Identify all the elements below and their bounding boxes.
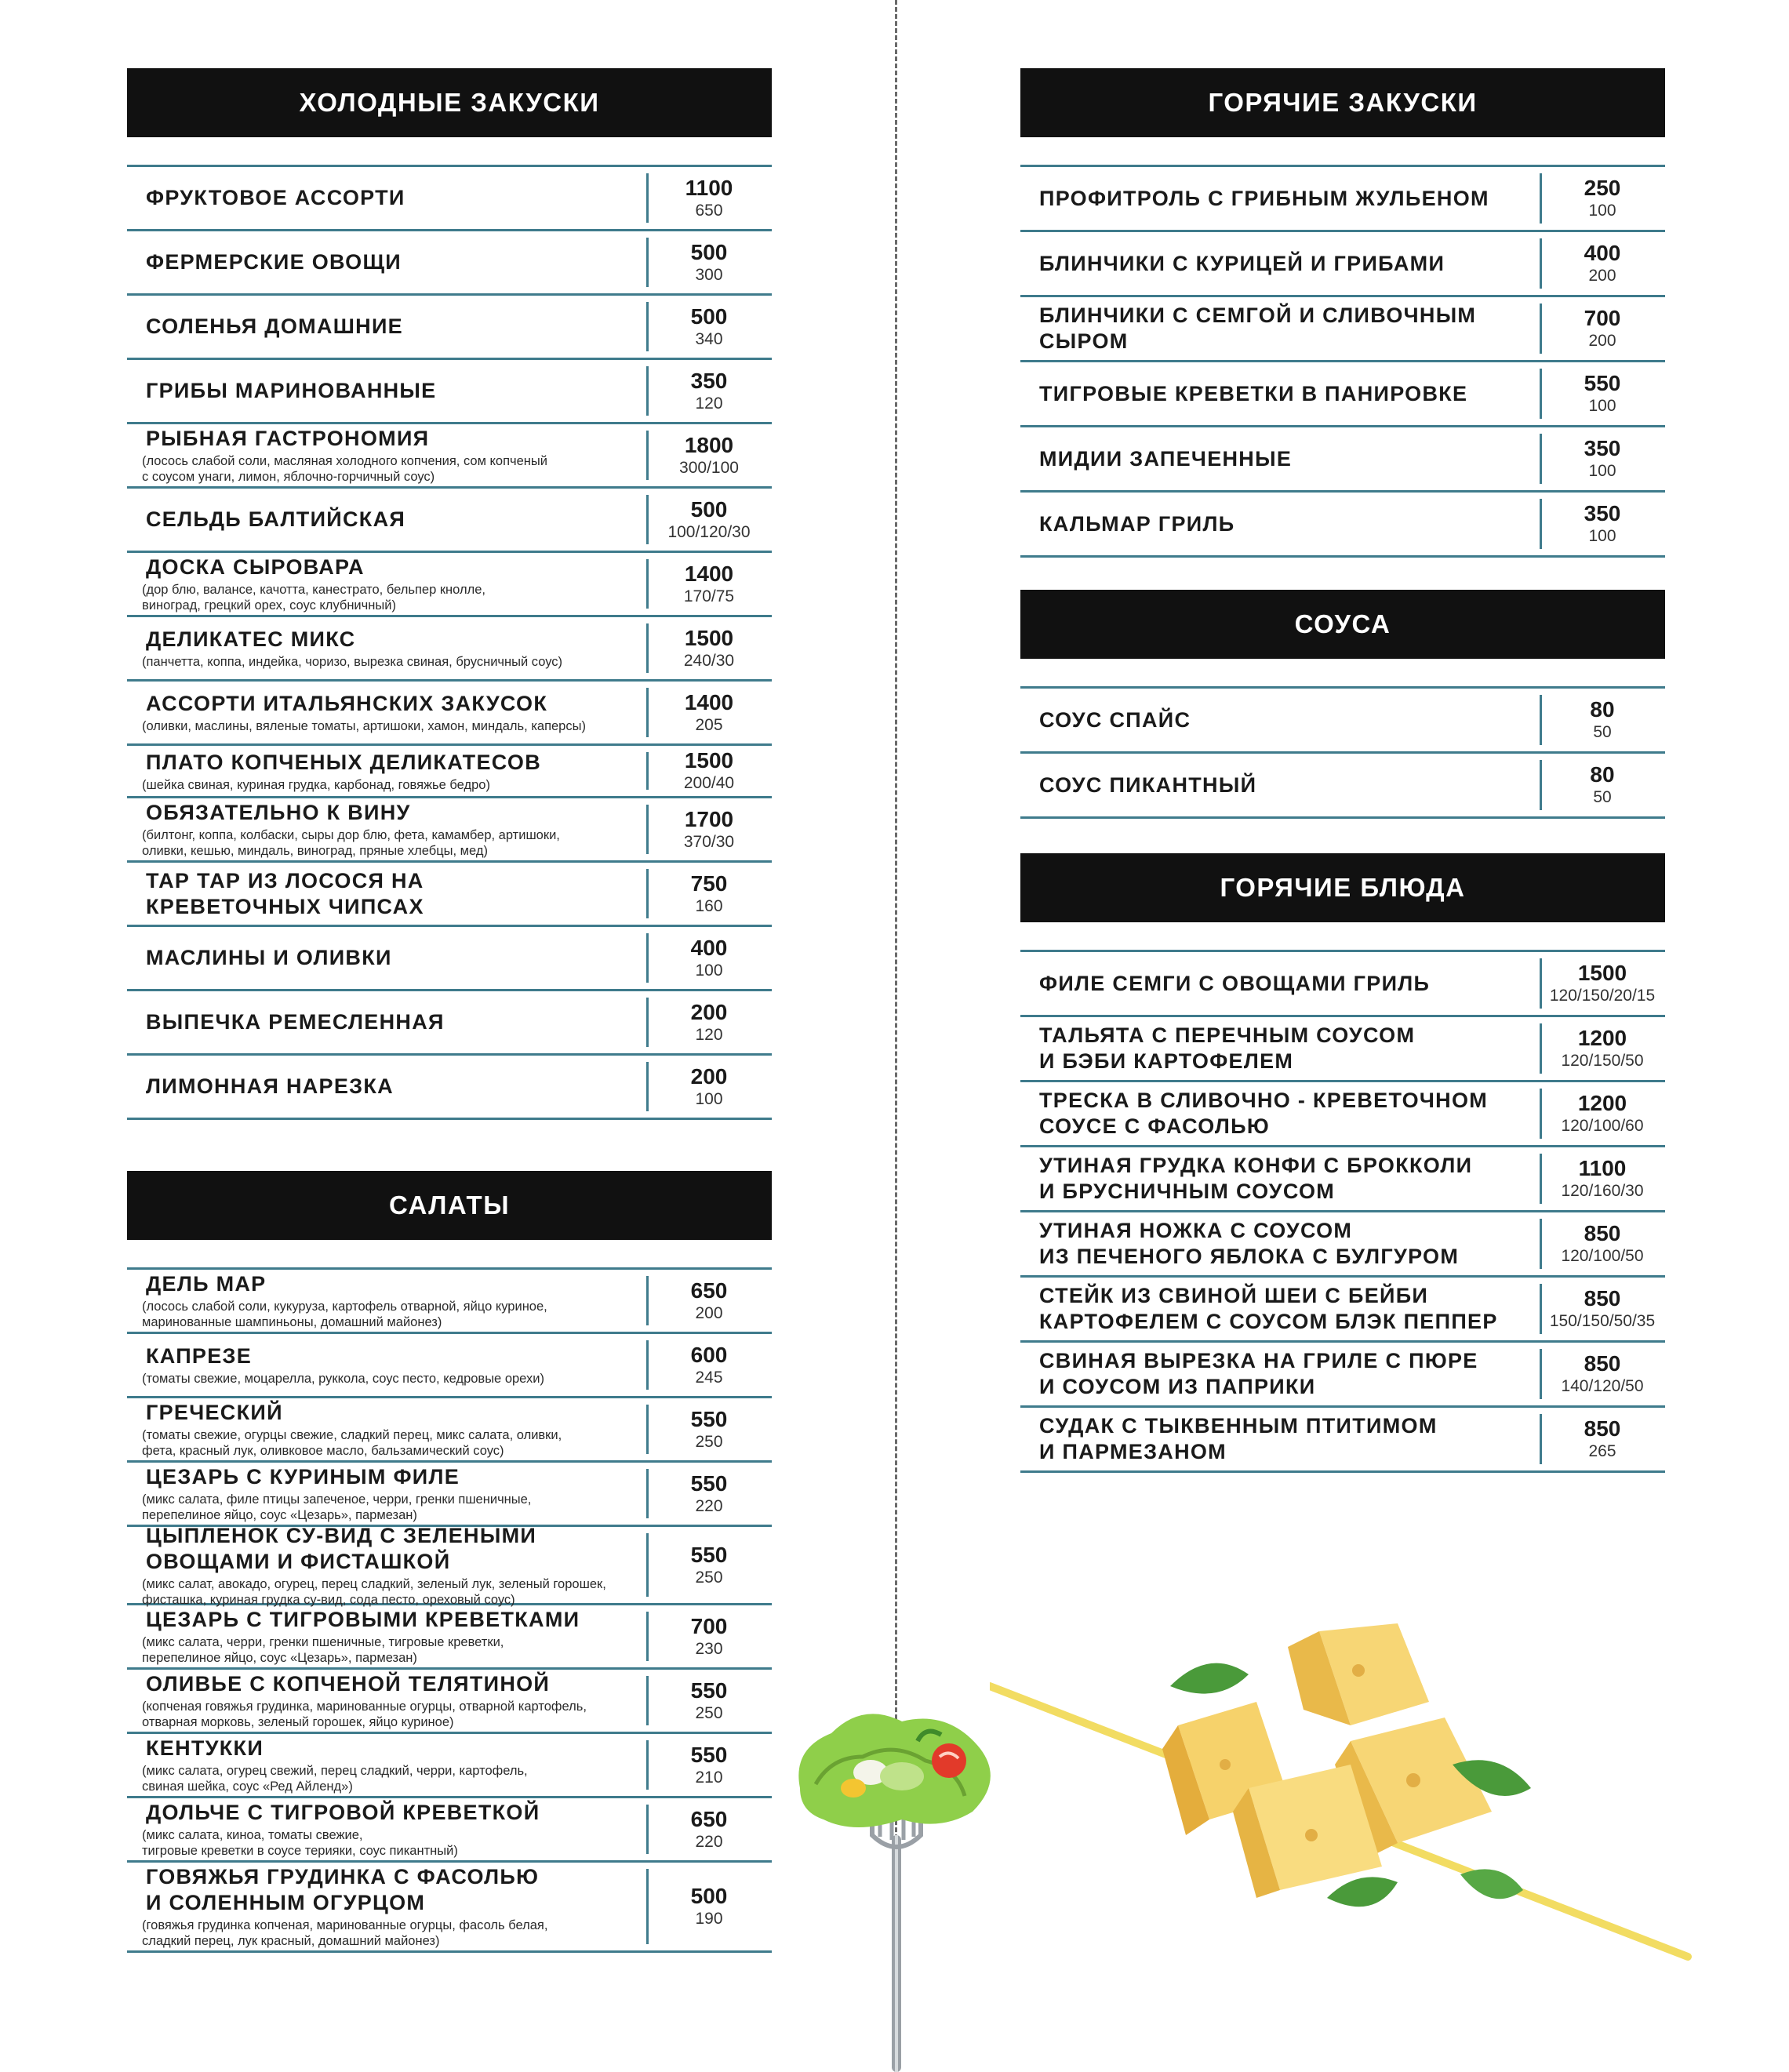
item-name: ВЫПЕЧКА РЕМЕСЛЕННАЯ [146,1010,445,1034]
item-weight: 100 [1588,397,1616,415]
item-price: 500 [690,304,728,329]
item-name: ГРИБЫ МАРИНОВАННЫЕ [146,379,437,402]
item-price-block [646,1527,772,1603]
item-name: КЕНТУККИ [146,1736,264,1760]
item-price: 80 [1590,762,1615,787]
salad-fork-illustration [784,1702,1012,2072]
item-weight: 160 [695,896,723,915]
menu-item [127,1463,772,1527]
item-price-block [1540,1278,1665,1340]
item-name: ГОВЯЖЬЯ ГРУДИНКА С ФАСОЛЬЮ И СОЛЕННЫМ ОГУРЦОМ [146,1865,540,1914]
item-price-block [646,1734,772,1796]
item-description: (копченая говяжья грудинка, маринованные огурцы, отварной картофель, отварная морковь, зеленый горошек, яйцо куриное) [142,1699,587,1729]
item-name: ЛИМОННАЯ НАРЕЗКА [146,1074,394,1098]
item-info [1020,1147,1540,1210]
item-weight: 230 [695,1639,723,1658]
item-weight: 120/160/30 [1561,1182,1644,1200]
item-info [1020,754,1540,816]
menu-item [127,231,772,296]
item-weight: 50 [1593,788,1612,806]
item-name: КАЛЬМАР ГРИЛЬ [1039,511,1235,536]
item-info [127,863,646,925]
item-price-block [646,991,772,1053]
item-description: (билтонг, коппа, колбаски, сыры дор блю, фета, камамбер, артишоки, оливки, кешью, миндаль, виноград, пряные хлебцы, мед) [142,828,560,858]
menu-item [127,927,772,991]
item-price: 1200 [1577,1091,1627,1115]
item-price-block [646,424,772,486]
item-info [1020,493,1540,555]
item-price: 850 [1584,1351,1621,1376]
item-price-block [1540,167,1665,230]
item-price: 200 [690,999,728,1024]
item-price: 550 [690,1678,728,1703]
item-weight: 265 [1588,1442,1616,1460]
item-info [127,231,646,293]
item-info [127,1463,646,1525]
item-info [127,1798,646,1860]
item-weight: 250 [695,1703,723,1722]
item-weight: 100 [1588,202,1616,220]
item-name: БЛИНЧИКИ С СЕМГОЙ И СЛИВОЧНЫМ СЫРОМ [1039,304,1477,353]
item-weight: 250 [695,1432,723,1451]
item-weight: 150/150/50/35 [1549,1312,1656,1330]
item-list [1020,686,1665,819]
item-price-block [646,553,772,615]
item-price-block [646,360,772,422]
item-info [127,553,646,615]
item-weight: 650 [695,201,723,220]
item-weight: 200/40 [683,774,735,792]
item-name: ФЕРМЕРСКИЕ ОВОЩИ [146,250,402,274]
item-price-block [1540,362,1665,425]
item-info [127,167,646,229]
item-price: 1800 [684,432,734,457]
item-info [1020,427,1540,490]
menu-item [1020,689,1665,754]
item-price-block [646,682,772,743]
menu-item [1020,427,1665,493]
item-price: 550 [690,1742,728,1767]
menu-item [127,1334,772,1398]
item-price: 850 [1584,1416,1621,1441]
item-description: (томаты свежие, огурцы свежие, сладкий перец, микс салата, оливки, фета, красный лук, оливковое масло, бальзамический соус) [142,1428,562,1458]
item-name: СОУС ПИКАНТНЫЙ [1039,772,1257,797]
item-name: МАСЛИНЫ И ОЛИВКИ [146,946,392,969]
item-name: ОБЯЗАТЕЛЬНО К ВИНУ [146,801,411,824]
item-price-block [646,1605,772,1667]
item-name: ЦЫПЛЕНОК СУ-ВИД С ЗЕЛЕНЫМИ ОВОЩАМИ И ФИСТАШКОЙ [146,1523,537,1573]
item-weight: 200 [695,1303,723,1322]
item-name: ТАР ТАР ИЗ ЛОСОСЯ НА КРЕВЕТОЧНЫХ ЧИПСАХ [146,868,424,918]
menu-item [1020,1212,1665,1278]
item-weight: 50 [1593,723,1612,741]
item-info [127,489,646,551]
item-price: 1100 [1578,1156,1627,1180]
item-price-block [1540,952,1665,1015]
item-name: СЕЛЬДЬ БАЛТИЙСКАЯ [146,507,406,531]
menu-item [1020,952,1665,1017]
item-name: СТЕЙК ИЗ СВИНОЙ ШЕИ С БЕЙБИ КАРТОФЕЛЕМ С СОУСОМ БЛЭК ПЕППЕР [1039,1284,1498,1333]
item-info [1020,689,1540,751]
item-price: 400 [690,935,728,960]
item-info [1020,1082,1540,1145]
item-weight: 170/75 [683,587,735,605]
menu-item [127,991,772,1056]
item-price-block [646,1334,772,1396]
item-info [127,927,646,989]
item-price-block [1540,427,1665,490]
item-weight: 120 [695,1025,723,1044]
item-name: ТРЕСКА В СЛИВОЧНО - КРЕВЕТОЧНОМ СОУСЕ С ФАСОЛЬЮ [1039,1089,1489,1138]
item-list [1020,165,1665,558]
item-price-block [646,927,772,989]
item-info [127,360,646,422]
item-weight: 250 [695,1568,723,1587]
menu-item [127,1863,772,1953]
item-price-block [646,1670,772,1732]
item-price-block [646,167,772,229]
item-price-block [646,296,772,358]
item-price-block [646,617,772,679]
item-price: 250 [1584,176,1621,200]
item-name: РЫБНАЯ ГАСТРОНОМИЯ [146,427,430,450]
item-price: 1400 [684,561,734,586]
item-info [127,1523,646,1607]
item-description: (микс салата, киноа, томаты свежие, тигровые креветки в соусе терияки, соус пикантный) [142,1828,458,1858]
item-name: ФРУКТОВОЕ АССОРТИ [146,186,405,209]
item-name: ДОСКА СЫРОВАРА [146,555,365,579]
item-price: 700 [690,1613,728,1638]
item-name: ДОЛЬЧЕ С ТИГРОВОЙ КРЕВЕТКОЙ [146,1801,540,1824]
item-name: ОЛИВЬЕ С КОПЧЕНОЙ ТЕЛЯТИНОЙ [146,1672,551,1696]
item-weight: 190 [695,1910,723,1928]
item-weight: 200 [1588,267,1616,285]
item-price-block [1540,297,1665,360]
item-price: 1400 [684,689,734,714]
item-price: 600 [690,1342,728,1367]
menu-item [1020,362,1665,427]
item-list [1020,950,1665,1473]
item-price-block [1540,232,1665,295]
item-name: ЦЕЗАРЬ С ТИГРОВЫМИ КРЕВЕТКАМИ [146,1608,580,1631]
item-weight: 340 [695,329,723,348]
item-price: 350 [690,368,728,393]
item-price: 500 [690,1884,728,1908]
item-weight: 120/150/20/15 [1549,987,1656,1005]
item-info [127,1670,646,1732]
item-description: (лосось слабой соли, масляная холодного копчения, сом копченый с соусом унаги, лимон, яблочно-горчичный соус) [142,454,547,484]
item-weight: 140/120/50 [1561,1377,1644,1395]
item-name: СОЛЕНЬЯ ДОМАШНИЕ [146,314,403,338]
section-title: СОУСА [1020,590,1665,659]
menu-item [1020,1017,1665,1082]
item-price-block [646,1270,772,1332]
item-description: (шейка свиная, куриная грудка, карбонад, говяжье бедро) [142,777,490,792]
item-info [127,746,646,796]
item-weight: 120 [695,394,723,413]
menu-item [127,1670,772,1734]
item-price-block [646,863,772,925]
menu-item [127,1523,772,1607]
item-price-block [646,1798,772,1860]
section-title: САЛАТЫ [127,1171,772,1240]
menu-item [127,1056,772,1120]
menu-item [1020,297,1665,362]
menu-item [1020,493,1665,558]
item-name: СОУС СПАЙС [1039,707,1191,732]
item-name: ПЛАТО КОПЧЕНЫХ ДЕЛИКАТЕСОВ [146,750,541,774]
item-list [127,1267,772,1953]
menu-item [127,798,772,863]
item-price: 200 [690,1063,728,1089]
item-price: 500 [690,496,728,522]
item-name: ДЕЛЬ МАР [146,1272,267,1296]
menu-item [1020,1278,1665,1343]
menu-item [127,553,772,617]
menu-item [127,1605,772,1670]
item-name: СВИНАЯ ВЫРЕЗКА НА ГРИЛЕ С ПЮРЕ И СОУСОМ ИЗ ПАПРИКИ [1039,1349,1478,1398]
item-name: ЦЕЗАРЬ С КУРИНЫМ ФИЛЕ [146,1465,460,1489]
item-weight: 300 [695,265,723,284]
menu-item [1020,167,1665,232]
item-weight: 100/120/30 [667,522,751,541]
item-price-block [1540,1147,1665,1210]
item-weight: 210 [695,1768,723,1787]
item-info [127,1734,646,1796]
item-info [127,617,646,679]
menu-item [127,360,772,424]
item-weight: 100 [1588,462,1616,480]
menu-item [127,296,772,360]
item-price-block [646,1056,772,1118]
item-name: ДЕЛИКАТЕС МИКС [146,627,356,651]
item-weight: 120/100/50 [1561,1247,1644,1265]
item-price-block [646,1398,772,1460]
item-name: КАПРЕЗЕ [146,1344,253,1368]
menu-item [1020,232,1665,297]
item-price-block [1540,1408,1665,1470]
item-info [1020,1408,1540,1470]
item-price-block [1540,754,1665,816]
menu-item [1020,1343,1665,1408]
item-info [127,296,646,358]
item-price-block [1540,1017,1665,1080]
item-price-block [1540,689,1665,751]
item-price: 400 [1584,241,1621,265]
item-description: (оливки, маслины, вяленые томаты, артишоки, хамон, миндаль, каперсы) [142,719,586,733]
item-price: 1500 [684,748,734,772]
item-weight: 120/100/60 [1561,1117,1644,1135]
item-info [1020,362,1540,425]
item-description: (микс салата, черри, гренки пшеничные, тигровые креветки, перепелиное яйцо, соус «Цезарь», пармезан) [142,1635,504,1665]
item-description: (микс салата, огурец свежий, перец сладкий, черри, картофель, свиная шейка, соус «Ред Айленд») [142,1764,528,1794]
item-info [127,1270,646,1332]
item-weight: 370/30 [683,832,735,851]
item-price: 650 [690,1806,728,1831]
item-list [127,165,772,1120]
item-price: 750 [690,871,728,896]
item-price: 1500 [1577,961,1627,985]
item-info [1020,232,1540,295]
item-info [1020,1278,1540,1340]
item-price: 700 [1584,306,1621,330]
menu-item [127,1798,772,1863]
item-name: ГРЕЧЕСКИЙ [146,1401,283,1424]
item-weight: 100 [695,1089,723,1108]
item-price-block [646,746,772,796]
item-weight: 300/100 [679,458,739,477]
section-hot-appetizers [1020,68,1665,558]
item-info [127,991,646,1053]
item-weight: 120/150/50 [1561,1052,1644,1070]
item-name: ТАЛЬЯТА С ПЕРЕЧНЫМ СОУСОМ И БЭБИ КАРТОФЕЛЕМ [1039,1023,1416,1073]
item-price: 550 [690,1542,728,1567]
item-name: ПРОФИТРОЛЬ С ГРИБНЫМ ЖУЛЬЕНОМ [1039,186,1489,210]
item-description: (лосось слабой соли, кукуруза, картофель отварной, яйцо куриное, маринованные шампиньоны, домашний майонез) [142,1300,547,1329]
item-info [1020,1017,1540,1080]
item-price-block [646,1463,772,1525]
item-name: БЛИНЧИКИ С КУРИЦЕЙ И ГРИБАМИ [1039,251,1445,275]
item-info [127,424,646,486]
item-info [127,1056,646,1118]
cheese-skewer-illustration [990,1600,1696,1976]
section-cold-appetizers [127,68,772,1120]
item-price: 650 [690,1278,728,1303]
item-info [127,1334,646,1396]
item-description: (дор блю, валансе, качотта, канестрато, бельпер кнолле, виноград, грецкий орех, соус клубничный) [142,583,485,613]
item-name: СУДАК С ТЫКВЕННЫМ ПТИТИМОМ И ПАРМЕЗАНОМ [1039,1414,1438,1463]
section-title: ГОРЯЧИЕ БЛЮДА [1020,853,1665,922]
menu-item [127,682,772,746]
item-price: 350 [1584,436,1621,460]
item-price: 550 [690,1470,728,1496]
menu-item [1020,1147,1665,1212]
item-price-block [646,1863,772,1950]
menu-item [127,746,772,798]
menu-item [127,863,772,927]
item-info [1020,297,1540,360]
item-price-block [646,798,772,860]
menu-item [1020,754,1665,819]
item-price: 850 [1584,1221,1621,1245]
item-price-block [1540,493,1665,555]
item-price: 550 [1584,371,1621,395]
item-info [127,1605,646,1667]
menu-item [127,424,772,489]
item-weight: 205 [695,715,723,734]
menu-item [127,489,772,553]
menu-item [127,1398,772,1463]
item-info [127,1863,646,1950]
item-price: 850 [1584,1286,1621,1310]
section-hot-dishes [1020,853,1665,1473]
item-weight: 100 [695,961,723,980]
menu-item [127,617,772,682]
item-weight: 220 [695,1496,723,1515]
item-description: (томаты свежие, моцарелла, руккола, соус песто, кедровые орехи) [142,1372,544,1386]
item-price-block [646,489,772,551]
item-price: 80 [1590,697,1615,722]
section-salads [127,1171,772,1953]
item-name: УТИНАЯ НОЖКА С СОУСОМ ИЗ ПЕЧЕНОГО ЯБЛОКА С БУЛГУРОМ [1039,1219,1460,1268]
item-info [1020,167,1540,230]
menu-item [1020,1082,1665,1147]
item-name: ФИЛЕ СЕМГИ С ОВОЩАМИ ГРИЛЬ [1039,971,1431,995]
item-price-block [1540,1082,1665,1145]
item-price: 1500 [684,625,734,650]
item-price-block [1540,1212,1665,1275]
section-sauces [1020,590,1665,819]
item-price-block [646,231,772,293]
item-info [127,798,646,860]
item-weight: 100 [1588,527,1616,545]
item-price-block [1540,1343,1665,1405]
menu-item [127,1734,772,1798]
item-price: 500 [690,239,728,264]
item-name: УТИНАЯ ГРУДКА КОНФИ С БРОККОЛИ И БРУСНИЧНЫМ СОУСОМ [1039,1154,1473,1203]
menu-item [127,1270,772,1334]
section-title: ХОЛОДНЫЕ ЗАКУСКИ [127,68,772,137]
item-name: АССОРТИ ИТАЛЬЯНСКИХ ЗАКУСОК [146,692,548,715]
item-weight: 220 [695,1832,723,1851]
item-info [1020,1343,1540,1405]
item-description: (микс салат, авокадо, огурец, перец сладкий, зеленый лук, зеленый горошек, фисташка, куриная грудка су-вид, сода песто, ореховый соус) [142,1576,606,1607]
item-name: ТИГРОВЫЕ КРЕВЕТКИ В ПАНИРОВКЕ [1039,381,1468,405]
item-description: (панчетта, коппа, индейка, чоризо, вырезка свиная, брусничный соус) [142,655,563,669]
menu-item [127,167,772,231]
item-info [127,682,646,743]
item-weight: 200 [1588,332,1616,350]
item-price: 350 [1584,501,1621,525]
item-info [1020,1212,1540,1275]
item-info [1020,952,1540,1015]
item-price: 1200 [1577,1026,1627,1050]
menu-item [1020,1408,1665,1473]
item-description: (микс салата, филе птицы запеченое, черри, гренки пшеничные, перепелиное яйцо, соус «Цезарь», пармезан) [142,1492,532,1522]
item-info [127,1398,646,1460]
item-price: 550 [690,1406,728,1431]
item-weight: 240/30 [683,651,735,670]
item-name: МИДИИ ЗАПЕЧЕННЫЕ [1039,446,1293,471]
item-price: 1100 [685,175,733,200]
item-weight: 245 [695,1368,723,1387]
section-title: ГОРЯЧИЕ ЗАКУСКИ [1020,68,1665,137]
item-description: (говяжья грудинка копченая, маринованные огурцы, фасоль белая, сладкий перец, лук красный, домашний майонез) [142,1918,548,1948]
item-price: 1700 [684,806,734,831]
